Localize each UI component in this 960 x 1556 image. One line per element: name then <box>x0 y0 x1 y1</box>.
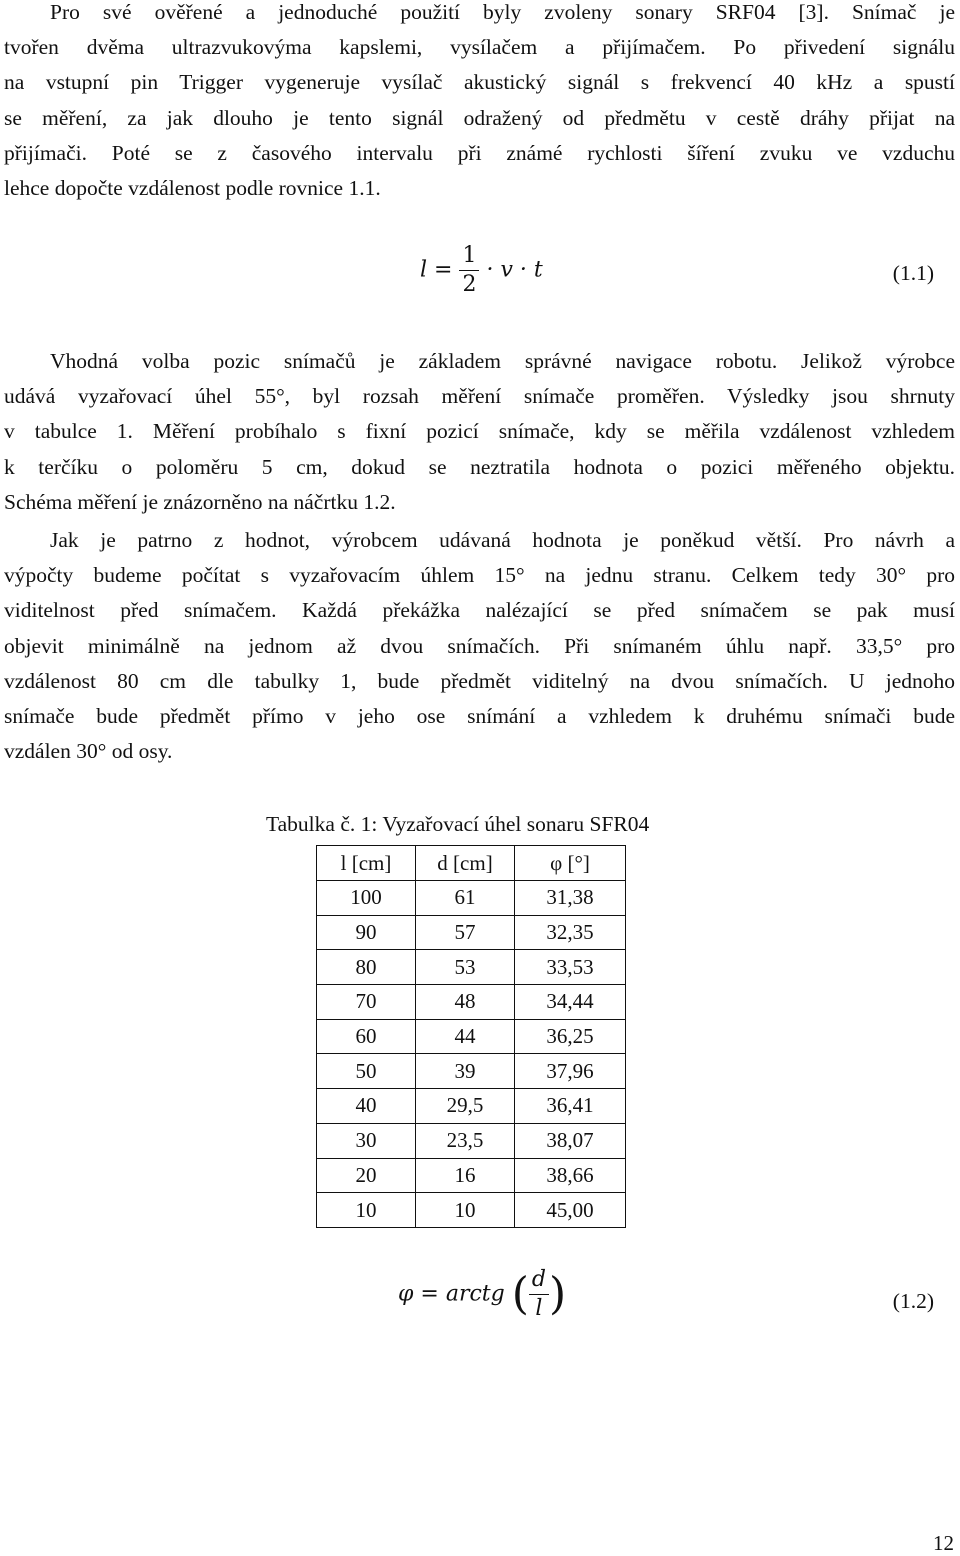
left-parenthesis: ( <box>511 1268 529 1320</box>
fraction-denominator: 2 <box>462 272 477 298</box>
equation-lhs: l = <box>420 257 453 283</box>
text-line: výpočty budeme počítat s vyzařovacím úhlem 15° na jednu stranu. Celkem tedy 30° pro <box>4 563 955 588</box>
table-cell: 31,38 <box>515 881 626 916</box>
table-row <box>317 1193 626 1228</box>
table-cell: 50 <box>317 1054 416 1089</box>
text-line: snímače bude předmět přímo v jeho ose snímání a vzhledem k druhému snímači bude <box>4 704 955 729</box>
table-header-cell: φ [°] <box>515 846 626 881</box>
text-line: lehce dopočte vzdálenost podle rovnice 1.1. <box>4 176 381 201</box>
equation-number: (1.2) <box>892 1289 934 1313</box>
text-line: přijímači. Poté se z časového intervalu při známé rychlosti šíření zvuku ve vzduchu <box>4 140 955 165</box>
table-row <box>317 1123 626 1158</box>
table-cell: 38,07 <box>515 1123 626 1158</box>
table-caption: Tabulka č. 1: Vyzařovací úhel sonaru SFR04 <box>266 812 650 836</box>
table-cell: 61 <box>416 881 515 916</box>
right-parenthesis: ) <box>548 1268 567 1320</box>
table-cell: 48 <box>416 985 515 1020</box>
table-row <box>317 881 626 916</box>
text-line: na vstupní pin Trigger vygeneruje vysílač akustický signál s frekvencí 40 kHz a spustí <box>4 70 955 95</box>
table-cell: 39 <box>416 1054 515 1089</box>
text-line: se měření, za jak dlouho je tento signál odražený od předmětu v cestě dráhy přijat na <box>4 105 955 130</box>
table-cell: 80 <box>317 950 416 985</box>
equation-angle <box>398 1268 566 1321</box>
text-line: vzdálen 30° od osy. <box>4 739 173 764</box>
text-line: v tabulce 1. Měření probíhalo s fixní pozicí snímače, kdy se měřila vzdálenost vzhledem <box>4 419 955 444</box>
table-header-row <box>317 846 626 881</box>
table-cell: 10 <box>317 1193 416 1228</box>
table-cell: 90 <box>317 915 416 950</box>
table-cell: 45,00 <box>515 1193 626 1228</box>
table-row <box>317 950 626 985</box>
table-cell: 38,66 <box>515 1158 626 1193</box>
table-cell: 29,5 <box>416 1089 515 1124</box>
table-cell: 20 <box>317 1158 416 1193</box>
text-line: Jak je patrno z hodnot, výrobcem udávaná hodnota je poněkud větší. Pro návrh a <box>50 528 955 552</box>
table-cell: 36,41 <box>515 1089 626 1124</box>
table-cell: 40 <box>317 1089 416 1124</box>
equation-lhs: φ = arctg <box>398 1281 505 1307</box>
table-row <box>317 985 626 1020</box>
equation-rhs: · v · t <box>486 257 543 283</box>
table-cell: 70 <box>317 985 416 1020</box>
page-number: 12 <box>933 1531 954 1555</box>
paragraph-sensor-placement <box>4 344 955 520</box>
text-line: Vhodná volba pozic snímačů je základem správné navigace robotu. Jelikož výrobce <box>50 349 955 373</box>
table-cell: 53 <box>416 950 515 985</box>
paragraph-sonar-intro <box>4 0 955 206</box>
fraction-numerator: 1 <box>459 244 479 271</box>
equation-fraction <box>459 244 479 297</box>
table-cell: 60 <box>317 1019 416 1054</box>
table-row <box>317 915 626 950</box>
text-line: viditelnost před snímačem. Každá překážka nalézající se před snímačem se pak musí <box>4 598 955 623</box>
radiation-angle-table <box>316 845 626 1228</box>
table-cell: 36,25 <box>515 1019 626 1054</box>
equation-number: (1.1) <box>892 261 934 285</box>
text-line: tvořen dvěma ultrazvukovýma kapslemi, vysílačem a přijímačem. Po přivedení signálu <box>4 35 955 60</box>
table-cell: 30 <box>317 1123 416 1158</box>
table-cell: 34,44 <box>515 985 626 1020</box>
text-line: Pro své ověřené a jednoduché použití byly zvoleny sonary SRF04 [3]. Snímač je <box>50 0 955 24</box>
table-row <box>317 1158 626 1193</box>
table-cell: 32,35 <box>515 915 626 950</box>
table-row <box>317 1089 626 1124</box>
table-cell: 57 <box>416 915 515 950</box>
table-row <box>317 1054 626 1089</box>
table-cell: 23,5 <box>416 1123 515 1158</box>
table-header-cell: l [cm] <box>317 846 416 881</box>
table-cell: 16 <box>416 1158 515 1193</box>
equation-fraction <box>529 1268 549 1321</box>
text-line: udává vyzařovací úhel 55°, byl rozsah měření snímače proměřen. Výsledky jsou shrnuty <box>4 384 955 409</box>
text-line: vzdálenost 80 cm dle tabulky 1, bude předmět viditelný na dvou snímačích. U jednoho <box>4 668 955 693</box>
table-row <box>317 1019 626 1054</box>
table-cell: 100 <box>317 881 416 916</box>
table-cell: 33,53 <box>515 950 626 985</box>
equation-distance <box>420 244 543 297</box>
text-line: k terčíku o poloměru 5 cm, dokud se neztratila hodnota o pozici měřeného objektu. <box>4 454 955 479</box>
table-cell: 44 <box>416 1019 515 1054</box>
table-cell: 10 <box>416 1193 515 1228</box>
table-header-cell: d [cm] <box>416 846 515 881</box>
paragraph-analysis <box>4 523 955 769</box>
text-line: objevit minimálně na jednom až dvou snímačích. Při snímaném úhlu např. 33,5° pro <box>4 633 955 658</box>
fraction-numerator: d <box>529 1268 549 1295</box>
fraction-denominator: l <box>535 1296 543 1322</box>
table-cell: 37,96 <box>515 1054 626 1089</box>
text-line: Schéma měření je znázorněno na náčrtku 1.2. <box>4 489 396 514</box>
